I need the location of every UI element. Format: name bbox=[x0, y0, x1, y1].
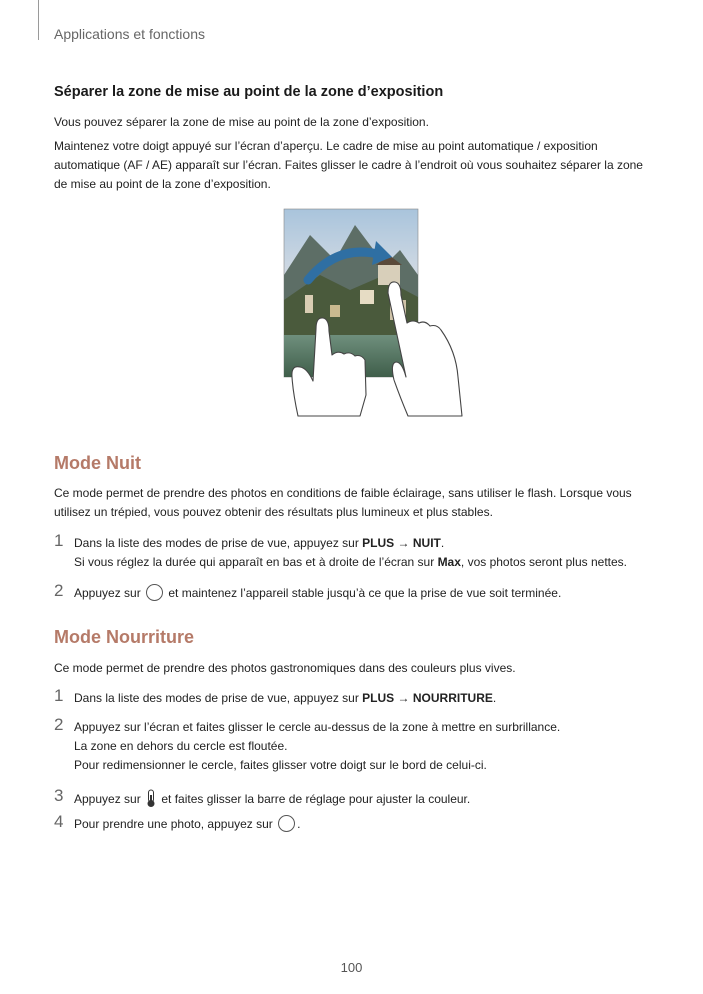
plus-menu-label: PLUS bbox=[362, 536, 395, 550]
nourriture-mode-label: NOURRITURE bbox=[412, 691, 493, 705]
max-label: Max bbox=[437, 555, 461, 569]
nuit-mode-label: NUIT bbox=[412, 536, 441, 550]
step-number: 1 bbox=[54, 686, 64, 705]
af-ae-drag-illustration bbox=[280, 205, 480, 421]
color-temperature-icon bbox=[146, 789, 156, 808]
chapter-header: Applications et fonctions bbox=[54, 26, 205, 42]
page-number: 100 bbox=[340, 960, 363, 975]
section-title: Séparer la zone de mise au point de la zone d’exposition bbox=[54, 84, 444, 100]
section-paragraph-1: Vous pouvez séparer la zone de mise au point de la zone d’exposition. bbox=[54, 115, 429, 129]
nourriture-step-2-note-1: La zone en dehors du cercle est floutée. bbox=[74, 739, 288, 753]
nourriture-step-2-note-2: Pour redimensionner le cercle, faites glisser votre doigt sur le bord de celui-ci. bbox=[74, 758, 487, 772]
mode-nourriture-heading: Mode Nourriture bbox=[54, 627, 195, 647]
step-number: 2 bbox=[54, 581, 64, 600]
margin-rule bbox=[38, 0, 39, 40]
step-number: 3 bbox=[54, 786, 64, 805]
mode-nuit-heading: Mode Nuit bbox=[54, 453, 141, 473]
mode-nuit-intro: Ce mode permet de prendre des photos en conditions de faible éclairage, sans utiliser le flash. Lorsque vous utilisez un trépied, vous pouvez obtenir des résultats plus lumineux et plus stables. bbox=[54, 486, 632, 519]
shutter-button-icon bbox=[146, 584, 163, 601]
mode-nourriture-intro: Ce mode permet de prendre des photos gastronomiques dans des couleurs plus vives. bbox=[54, 661, 516, 675]
nuit-step-1-note: Si vous réglez la durée qui apparaît en bas et à droite de l’écran sur Max, vos photos seront plus nettes. bbox=[74, 555, 628, 569]
step-number: 1 bbox=[54, 531, 64, 550]
step-number: 4 bbox=[54, 812, 64, 831]
shutter-button-icon bbox=[278, 815, 295, 832]
step-number: 2 bbox=[54, 715, 64, 734]
section-paragraph-2: Maintenez votre doigt appuyé sur l’écran d’aperçu. Le cadre de mise au point automatique / exposition automatique (AF / AE) apparaît sur l’écran. Faites glisser le cadre à l’endroit où vous souhaitez séparer la zone de mise au point de la zone d’exposition. bbox=[54, 139, 643, 191]
plus-menu-label: PLUS bbox=[362, 691, 395, 705]
